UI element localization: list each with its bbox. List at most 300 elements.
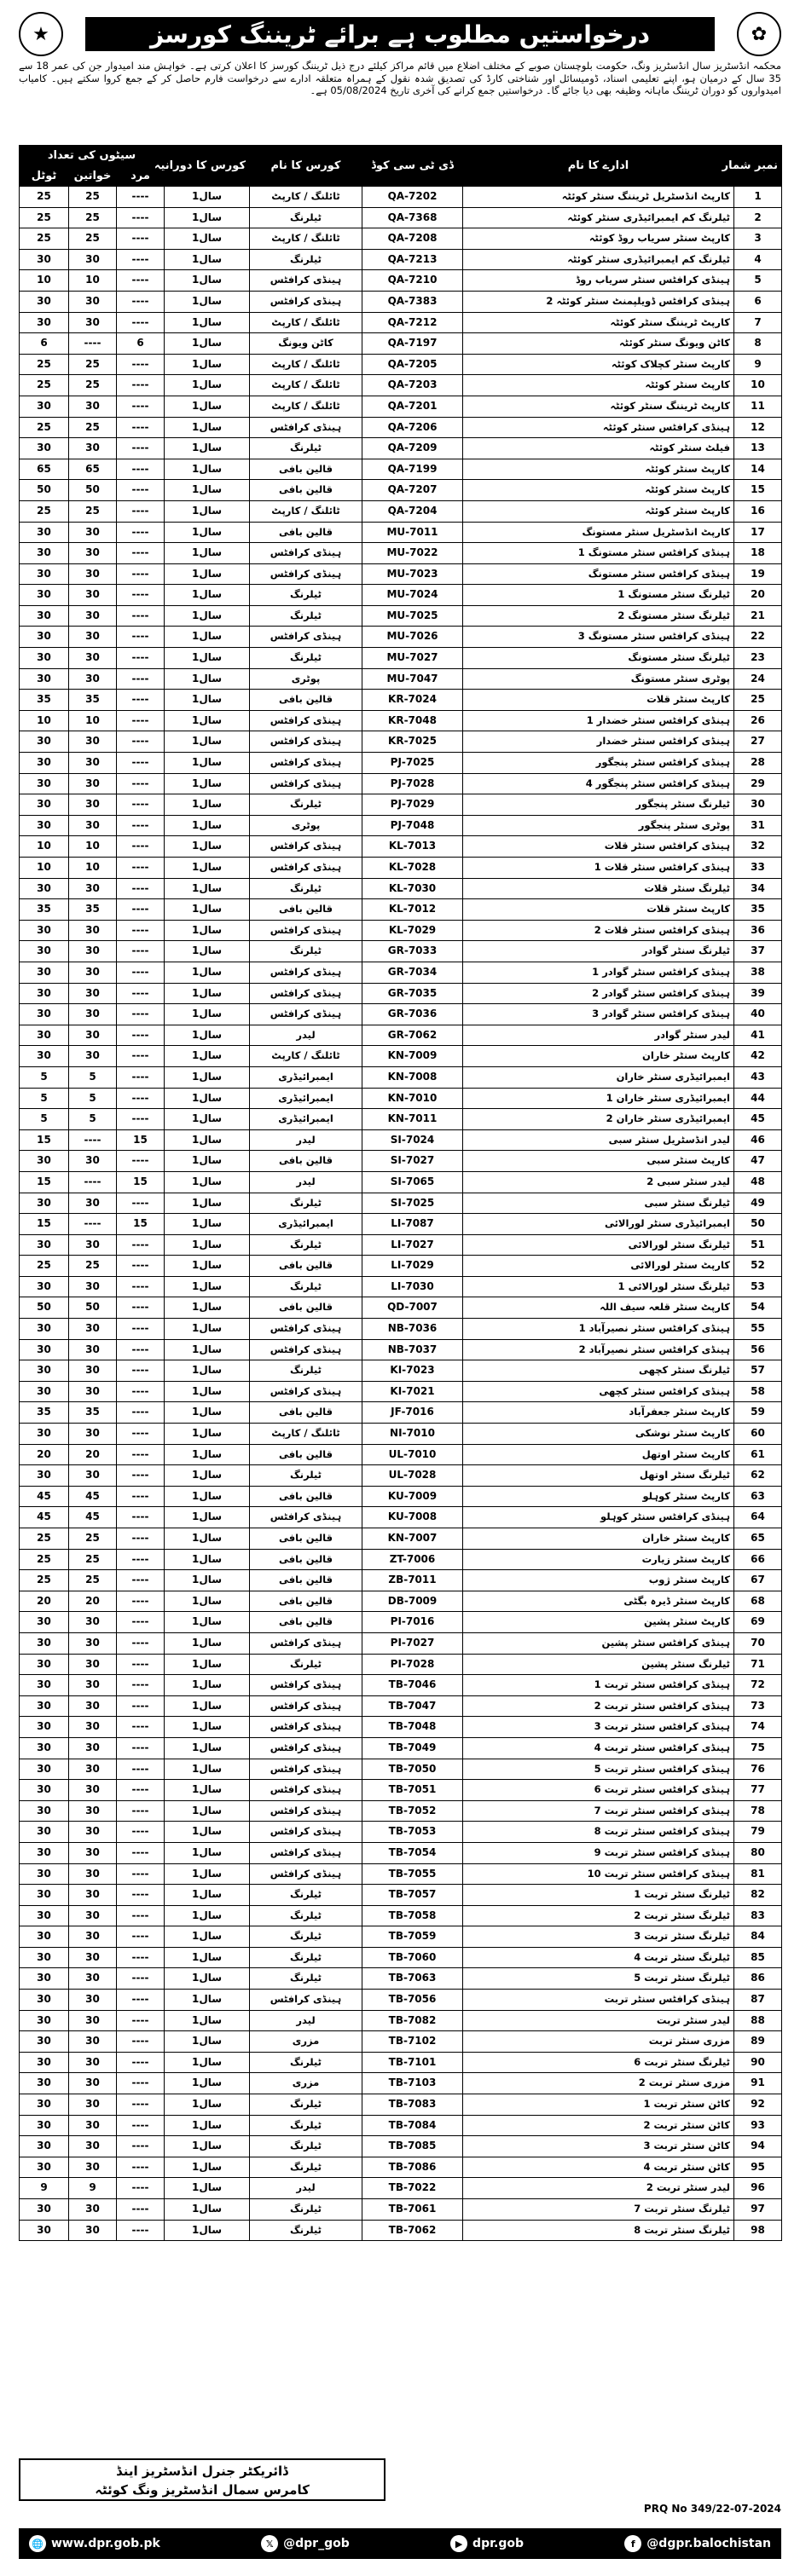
row-number: 14 — [734, 459, 782, 480]
course-name: ٹائلنگ / کارپٹ — [250, 187, 362, 208]
table-row — [20, 941, 782, 962]
course-name: ٹیلرنگ — [250, 1234, 362, 1256]
seats-men: ---- — [117, 585, 165, 606]
table-row — [20, 962, 782, 983]
dtc-code: MU-7024 — [362, 585, 463, 606]
course-name: ٹیلرنگ — [250, 2094, 362, 2116]
table-row — [20, 480, 782, 501]
seats-men: ---- — [117, 1486, 165, 1507]
institute-name: ایمبرائیڈری سنٹر خاران — [463, 1066, 734, 1088]
institute-name: ہینڈی کرافٹس ڈویلپمنٹ سنٹر کوئٹہ 2 — [463, 291, 734, 312]
table-row — [20, 333, 782, 355]
seats-men: ---- — [117, 836, 165, 858]
seats-total: 25 — [20, 228, 69, 250]
institute-name: کارپٹ سنٹر جعفرآباد — [463, 1402, 734, 1424]
seats-total: 30 — [20, 731, 69, 753]
seats-women: 25 — [69, 207, 117, 228]
seats-men: ---- — [117, 2052, 165, 2073]
seats-women: 30 — [69, 1612, 117, 1633]
seats-women: 35 — [69, 690, 117, 711]
youtube-text: dpr.gob — [472, 2537, 524, 2550]
seats-women: 30 — [69, 522, 117, 543]
signature-line-2: کامرس سمال انڈسٹریز ونگ کوئٹہ — [95, 2482, 310, 2498]
seats-total: 20 — [20, 1444, 69, 1465]
seats-total: 30 — [20, 291, 69, 312]
table-row — [20, 1737, 782, 1759]
seats-men: ---- — [117, 2136, 165, 2157]
institute-name: لیدر سنٹر سبی 2 — [463, 1171, 734, 1193]
course-duration: 1سال — [165, 1276, 250, 1297]
course-name: ہینڈی کرافٹس — [250, 753, 362, 774]
header — [19, 12, 781, 56]
seats-men: ---- — [117, 1968, 165, 1990]
header-num: نمبر شمار — [734, 146, 782, 187]
seats-women: 5 — [69, 1109, 117, 1130]
row-number: 52 — [734, 1256, 782, 1277]
seats-women: 30 — [69, 1926, 117, 1948]
dtc-code: QA-7201 — [362, 396, 463, 417]
table-row — [20, 1066, 782, 1088]
course-duration: 1سال — [165, 2157, 250, 2178]
course-name: ہینڈی کرافٹس — [250, 543, 362, 564]
seats-total: 30 — [20, 1695, 69, 1717]
course-name: لیدر — [250, 1129, 362, 1151]
seats-total: 30 — [20, 1025, 69, 1046]
course-duration: 1سال — [165, 522, 250, 543]
row-number: 69 — [734, 1612, 782, 1633]
row-number: 43 — [734, 1066, 782, 1088]
seats-men: ---- — [117, 2010, 165, 2031]
seats-men: ---- — [117, 207, 165, 228]
twitter-icon: 𝕏 — [261, 2535, 278, 2552]
course-name: ٹیلرنگ — [250, 585, 362, 606]
institute-name: ٹیلرنگ سنٹر لورالائی 1 — [463, 1276, 734, 1297]
course-name: ایمبرائیڈری — [250, 1214, 362, 1235]
table-row — [20, 1297, 782, 1319]
course-duration: 1سال — [165, 753, 250, 774]
course-duration: 1سال — [165, 920, 250, 941]
course-name: ہینڈی کرافٹس — [250, 731, 362, 753]
row-number: 74 — [734, 1717, 782, 1738]
table-row — [20, 1424, 782, 1445]
course-name: پوٹری — [250, 668, 362, 690]
institute-name: کارپٹ سنٹر کچلاک کوئٹہ — [463, 354, 734, 375]
institute-name: کاٹن سنٹر تربت 2 — [463, 2115, 734, 2136]
dtc-code: GR-7033 — [362, 941, 463, 962]
row-number: 95 — [734, 2157, 782, 2178]
seats-women: 20 — [69, 1591, 117, 1612]
institute-name: کارپٹ سنٹر نوشکی — [463, 1424, 734, 1445]
seats-total: 25 — [20, 1256, 69, 1277]
seats-total: 35 — [20, 690, 69, 711]
youtube-link[interactable] — [450, 2535, 524, 2552]
row-number: 9 — [734, 354, 782, 375]
seats-total: 30 — [20, 1151, 69, 1172]
dtc-code: TB-7046 — [362, 1675, 463, 1696]
dtc-code: QA-7203 — [362, 375, 463, 396]
course-name: ہینڈی کرافٹس — [250, 858, 362, 879]
seats-total: 45 — [20, 1507, 69, 1528]
course-name: ہینڈی کرافٹس — [250, 983, 362, 1004]
seats-women: 5 — [69, 1088, 117, 1109]
institute-name: کاٹن سنٹر تربت 4 — [463, 2157, 734, 2178]
course-name: ایمبرائیڈری — [250, 1066, 362, 1088]
row-number: 72 — [734, 1675, 782, 1696]
dtc-code: QA-7206 — [362, 417, 463, 438]
seats-men: ---- — [117, 1780, 165, 1801]
page-title: درخواستیں مطلوب ہے برائے ٹریننگ کورسز — [85, 17, 715, 51]
seats-men: ---- — [117, 500, 165, 522]
institute-name: ہینڈی کرافٹس سنٹر نصیرآباد 1 — [463, 1319, 734, 1340]
dtc-code: TB-7055 — [362, 1863, 463, 1885]
seats-total: 25 — [20, 187, 69, 208]
seats-men: ---- — [117, 1151, 165, 1172]
institute-name: ہینڈی کرافٹس سنٹر گوادر 2 — [463, 983, 734, 1004]
table-row — [20, 522, 782, 543]
row-number: 57 — [734, 1360, 782, 1382]
table-row — [20, 1151, 782, 1172]
seats-women: 30 — [69, 1780, 117, 1801]
seats-women: 25 — [69, 1528, 117, 1550]
course-name: پوٹری — [250, 815, 362, 836]
seats-men: ---- — [117, 1528, 165, 1550]
dtc-code: TB-7061 — [362, 2199, 463, 2221]
row-number: 78 — [734, 1800, 782, 1822]
seats-women: 30 — [69, 627, 117, 648]
seats-total: 30 — [20, 962, 69, 983]
seats-men: ---- — [117, 627, 165, 648]
table-row — [20, 2094, 782, 2116]
institute-name: ہینڈی کرافٹس سنٹر پنجگور 4 — [463, 773, 734, 794]
row-number: 86 — [734, 1968, 782, 1990]
table-row — [20, 1926, 782, 1948]
seats-women: 25 — [69, 187, 117, 208]
table-row — [20, 1842, 782, 1863]
seats-women: 10 — [69, 858, 117, 879]
course-name: ہینڈی کرافٹس — [250, 1695, 362, 1717]
seats-men: ---- — [117, 878, 165, 899]
seats-women: 30 — [69, 1968, 117, 1990]
seats-women: 30 — [69, 941, 117, 962]
row-number: 12 — [734, 417, 782, 438]
seats-women: ---- — [69, 1171, 117, 1193]
course-duration: 1سال — [165, 1151, 250, 1172]
course-duration: 1سال — [165, 375, 250, 396]
seats-women: 9 — [69, 2178, 117, 2199]
course-duration: 1سال — [165, 899, 250, 921]
course-name: ٹائلنگ / کارپٹ — [250, 1424, 362, 1445]
seats-total: 30 — [20, 1759, 69, 1780]
course-name: قالین بافی — [250, 899, 362, 921]
course-name: ٹائلنگ / کارپٹ — [250, 1046, 362, 1067]
course-duration: 1سال — [165, 2136, 250, 2157]
seats-total: 25 — [20, 417, 69, 438]
facebook-link[interactable] — [624, 2535, 771, 2552]
course-duration: 1سال — [165, 2199, 250, 2221]
course-duration: 1سال — [165, 1675, 250, 1696]
institute-name: کارپٹ سنٹر سبی — [463, 1151, 734, 1172]
globe-icon: 🌐 — [29, 2535, 46, 2552]
seats-men: ---- — [117, 1885, 165, 1906]
row-number: 46 — [734, 1129, 782, 1151]
course-name: ٹائلنگ / کارپٹ — [250, 228, 362, 250]
seats-men: 15 — [117, 1171, 165, 1193]
seats-women: 30 — [69, 2073, 117, 2094]
seats-women: 25 — [69, 375, 117, 396]
course-duration: 1سال — [165, 1528, 250, 1550]
row-number: 21 — [734, 605, 782, 627]
row-number: 35 — [734, 899, 782, 921]
table-row — [20, 1695, 782, 1717]
header-course: کورس کا نام — [250, 146, 362, 187]
table-row — [20, 1339, 782, 1360]
dtc-code: MU-7027 — [362, 648, 463, 669]
seats-total: 30 — [20, 983, 69, 1004]
dtc-code: QA-7197 — [362, 333, 463, 355]
course-duration: 1سال — [165, 1780, 250, 1801]
seats-total: 30 — [20, 1885, 69, 1906]
dtc-code: KI-7021 — [362, 1381, 463, 1402]
seats-men: ---- — [117, 1381, 165, 1402]
row-number: 34 — [734, 878, 782, 899]
course-duration: 1سال — [165, 585, 250, 606]
seats-men: ---- — [117, 731, 165, 753]
course-duration: 1سال — [165, 270, 250, 292]
course-duration: 1سال — [165, 1256, 250, 1277]
dtc-code: TB-7083 — [362, 2094, 463, 2116]
seats-men: ---- — [117, 417, 165, 438]
table-row — [20, 1360, 782, 1382]
seats-women: 30 — [69, 1424, 117, 1445]
course-name: ہینڈی کرافٹس — [250, 1863, 362, 1885]
course-duration: 1سال — [165, 1046, 250, 1067]
institute-name: کارپٹ انڈسٹریل ٹریننگ سنٹر کوئٹہ — [463, 187, 734, 208]
seats-men: ---- — [117, 459, 165, 480]
table-row — [20, 1129, 782, 1151]
seats-women: 30 — [69, 1046, 117, 1067]
courses-table — [19, 145, 782, 2241]
course-duration: 1سال — [165, 1297, 250, 1319]
intro-paragraph: محکمہ انڈسٹریز سال انڈسٹریز ونگ، حکومت بلوچستان صوبے کے مختلف اضلاع میں قائم مراکز کیلئے درج ذیل ٹریننگ کورسز کا اعلان کرتی ہے۔ خواہش مند امیدوار جن کی عمر 18 سے 35 سال کے درمیان ہو، اپنے تعلیمی اسناد، ڈومیسائل اور شناختی کارڈ کی تصدیق شدہ نقول کے ہمراہ متعلقہ ادارے سے درخواست فارم حاصل کر کے جمع کروا سکتے ہیں۔ کامیاب امیدواروں کو دوران ٹریننگ ماہانہ وظیفہ بھی دیا جائے گا۔ درخواستیں جمع کرانے کی آخری تاریخ 05/08/2024 ہے۔ — [19, 60, 781, 96]
institute-name: کارپٹ سنٹر قلات — [463, 899, 734, 921]
seats-total: 30 — [20, 2010, 69, 2031]
table-row — [20, 731, 782, 753]
table-row — [20, 500, 782, 522]
dtc-code: KN-7009 — [362, 1046, 463, 1067]
course-name: قالین بافی — [250, 1444, 362, 1465]
dtc-code: KL-7030 — [362, 878, 463, 899]
row-number: 68 — [734, 1591, 782, 1612]
seats-women: 30 — [69, 605, 117, 627]
seats-total: 50 — [20, 1297, 69, 1319]
seats-women: 30 — [69, 543, 117, 564]
row-number: 53 — [734, 1276, 782, 1297]
seats-women: 5 — [69, 1066, 117, 1088]
seats-men: ---- — [117, 1046, 165, 1067]
course-duration: 1سال — [165, 1339, 250, 1360]
course-name: ٹیلرنگ — [250, 2052, 362, 2073]
course-duration: 1سال — [165, 1549, 250, 1570]
seats-women: 30 — [69, 962, 117, 983]
row-number: 87 — [734, 1990, 782, 2011]
course-name: قالین بافی — [250, 1612, 362, 1633]
table-row — [20, 438, 782, 459]
seats-total: 30 — [20, 648, 69, 669]
course-duration: 1سال — [165, 1968, 250, 1990]
table-row — [20, 1256, 782, 1277]
table-row — [20, 1381, 782, 1402]
seats-total: 30 — [20, 1339, 69, 1360]
course-duration: 1سال — [165, 1863, 250, 1885]
dtc-code: TB-7085 — [362, 2136, 463, 2157]
institute-name: ٹیلرنگ سنٹر تربت 7 — [463, 2199, 734, 2221]
institute-name: کاٹن سنٹر تربت 1 — [463, 2094, 734, 2116]
seats-men: ---- — [117, 605, 165, 627]
dtc-code: KR-7048 — [362, 710, 463, 731]
row-number: 96 — [734, 2178, 782, 2199]
seats-total: 30 — [20, 2220, 69, 2241]
seats-men: ---- — [117, 1297, 165, 1319]
course-duration: 1سال — [165, 417, 250, 438]
course-duration: 1سال — [165, 1088, 250, 1109]
course-name: ٹیلرنگ — [250, 1926, 362, 1948]
seats-total: 45 — [20, 1486, 69, 1507]
table-row — [20, 1990, 782, 2011]
course-duration: 1سال — [165, 1591, 250, 1612]
row-number: 62 — [734, 1465, 782, 1487]
dtc-code: TB-7051 — [362, 1780, 463, 1801]
seats-total: 5 — [20, 1088, 69, 1109]
seats-total: 30 — [20, 1424, 69, 1445]
seats-women: 30 — [69, 1654, 117, 1675]
table-row — [20, 1570, 782, 1591]
dtc-code: TB-7086 — [362, 2157, 463, 2178]
institute-name: لیدر سنٹر تربت 2 — [463, 2178, 734, 2199]
seats-women: 25 — [69, 354, 117, 375]
institute-name: کارپٹ سنٹر زیارت — [463, 1549, 734, 1570]
table-row — [20, 794, 782, 816]
course-name: ہینڈی کرافٹس — [250, 1507, 362, 1528]
course-duration: 1سال — [165, 710, 250, 731]
dtc-code: TB-7084 — [362, 2115, 463, 2136]
dtc-code: KU-7008 — [362, 1507, 463, 1528]
table-row — [20, 1234, 782, 1256]
seats-men: ---- — [117, 1402, 165, 1424]
dtc-code: TB-7101 — [362, 2052, 463, 2073]
seats-total: 30 — [20, 1654, 69, 1675]
course-duration: 1سال — [165, 1360, 250, 1382]
seats-total: 30 — [20, 1780, 69, 1801]
course-duration: 1سال — [165, 207, 250, 228]
seats-women: 30 — [69, 1905, 117, 1926]
course-name: ٹیلرنگ — [250, 2199, 362, 2221]
seats-total: 30 — [20, 1360, 69, 1382]
row-number: 11 — [734, 396, 782, 417]
course-name: ہینڈی کرافٹس — [250, 270, 362, 292]
seats-total: 30 — [20, 1276, 69, 1297]
signature-box — [19, 2458, 386, 2501]
dtc-code: TB-7050 — [362, 1759, 463, 1780]
seats-total: 30 — [20, 1990, 69, 2011]
seats-men: ---- — [117, 1926, 165, 1948]
seats-total: 30 — [20, 815, 69, 836]
course-name: ٹائلنگ / کارپٹ — [250, 354, 362, 375]
seats-men: ---- — [117, 1675, 165, 1696]
course-duration: 1سال — [165, 1570, 250, 1591]
table-row — [20, 563, 782, 585]
institute-name: ہینڈی کرافٹس سنٹر پنجگور — [463, 753, 734, 774]
dtc-code: TB-7022 — [362, 2178, 463, 2199]
seats-total: 50 — [20, 480, 69, 501]
dtc-code: KL-7029 — [362, 920, 463, 941]
course-duration: 1سال — [165, 627, 250, 648]
course-name: ہینڈی کرافٹس — [250, 563, 362, 585]
seats-total: 30 — [20, 1905, 69, 1926]
institute-name: ٹیلرنگ سنٹر تربت 4 — [463, 1947, 734, 1968]
seats-men: ---- — [117, 438, 165, 459]
row-number: 67 — [734, 1570, 782, 1591]
row-number: 19 — [734, 563, 782, 585]
course-name: ٹیلرنگ — [250, 1885, 362, 1906]
dtc-code: TB-7103 — [362, 2073, 463, 2094]
course-name: قالین بافی — [250, 459, 362, 480]
seats-total: 30 — [20, 773, 69, 794]
seats-women: 30 — [69, 563, 117, 585]
website-link[interactable] — [29, 2535, 160, 2552]
institute-name: ٹیلرنگ سنٹر تربت 1 — [463, 1885, 734, 1906]
row-number: 93 — [734, 2115, 782, 2136]
seats-total: 30 — [20, 2031, 69, 2053]
table-row — [20, 187, 782, 208]
institute-name: ہینڈی کرافٹس سنٹر پشین — [463, 1632, 734, 1654]
seats-men: ---- — [117, 1549, 165, 1570]
institute-name: ٹیلرنگ کم ایمبرائیڈری سنٹر کوئٹہ — [463, 249, 734, 270]
seats-men: ---- — [117, 1109, 165, 1130]
institute-name: ایمبرائیڈری سنٹر خاران 1 — [463, 1088, 734, 1109]
seats-total: 30 — [20, 563, 69, 585]
table-row — [20, 1632, 782, 1654]
table-row — [20, 417, 782, 438]
twitter-link[interactable] — [261, 2535, 350, 2552]
seats-total: 15 — [20, 1214, 69, 1235]
seats-men: ---- — [117, 2094, 165, 2116]
table-row — [20, 2010, 782, 2031]
dtc-code: QA-7383 — [362, 291, 463, 312]
seats-men: ---- — [117, 1424, 165, 1445]
seats-total: 30 — [20, 1822, 69, 1843]
seats-total: 30 — [20, 2136, 69, 2157]
seats-total: 30 — [20, 1737, 69, 1759]
dtc-code: GR-7036 — [362, 1004, 463, 1025]
course-duration: 1سال — [165, 1800, 250, 1822]
row-number: 71 — [734, 1654, 782, 1675]
seats-women: 10 — [69, 270, 117, 292]
seats-total: 15 — [20, 1129, 69, 1151]
institute-name: ہینڈی کرافٹس سنٹر مستونگ 3 — [463, 627, 734, 648]
table-row — [20, 1004, 782, 1025]
row-number: 17 — [734, 522, 782, 543]
seats-women: 30 — [69, 794, 117, 816]
seats-men: ---- — [117, 2031, 165, 2053]
institute-name: کارپٹ سنٹر سریاب روڈ کوئٹہ — [463, 228, 734, 250]
row-number: 80 — [734, 1842, 782, 1863]
seats-total: 25 — [20, 1528, 69, 1550]
course-name: ٹیلرنگ — [250, 1905, 362, 1926]
course-duration: 1سال — [165, 2115, 250, 2136]
row-number: 29 — [734, 773, 782, 794]
course-duration: 1سال — [165, 1717, 250, 1738]
institute-name: کارپٹ ٹریننگ سنٹر کوئٹہ — [463, 396, 734, 417]
